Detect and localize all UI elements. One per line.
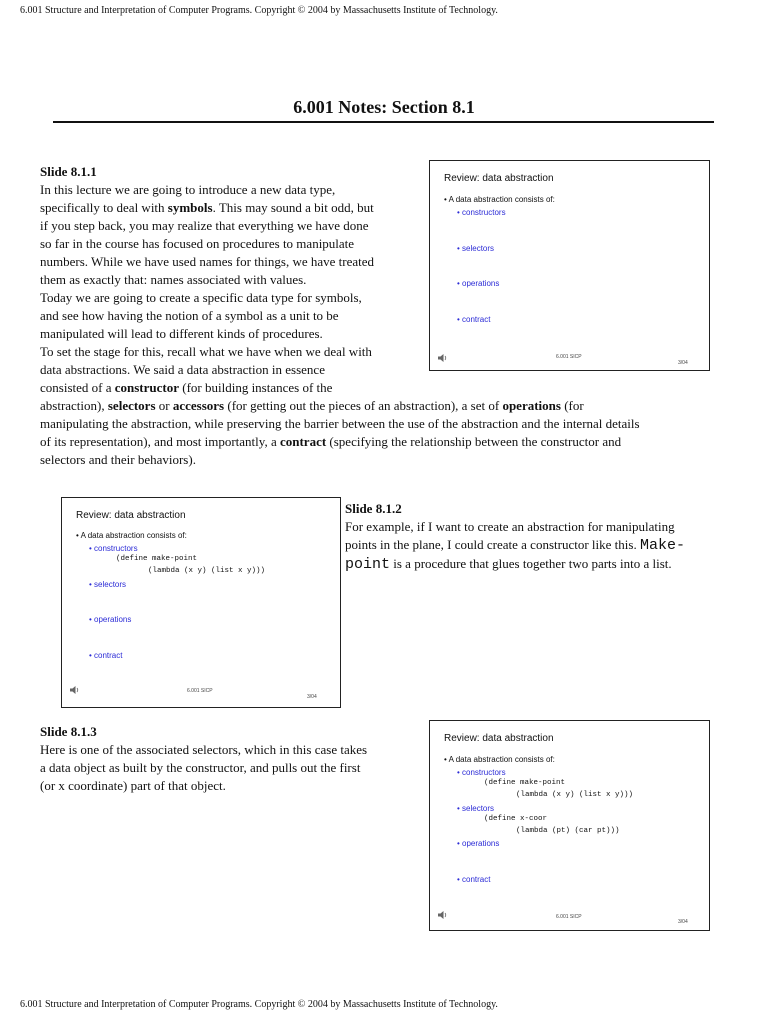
slide-812-image bbox=[61, 497, 341, 708]
slide-code: (lambda (pt) (car pt))) bbox=[516, 827, 620, 835]
text-line: In this lecture we are going to introduce a new data type, bbox=[40, 182, 336, 197]
text-line: manipulated will lead to different kinds of procedures. bbox=[40, 326, 323, 341]
slide-811-text bbox=[40, 163, 430, 397]
slide-sub-selectors: • selectors bbox=[457, 804, 495, 813]
text-line: a data object as built by the constructor, and pulls out the first bbox=[40, 760, 361, 775]
slide-811-heading: Slide 8.1.1 bbox=[40, 164, 97, 179]
slide-code: (define make-point bbox=[116, 555, 198, 563]
title-rule bbox=[53, 121, 714, 123]
text-line: so far in the course has focused on procedures to manipulate bbox=[40, 236, 355, 251]
page-footer: 6.001 Structure and Interpretation of Computer Programs. Copyright © 2004 by Massachusetts Institute of Technology. bbox=[20, 999, 498, 1010]
slide-code: (lambda (x y) (list x y))) bbox=[148, 567, 266, 575]
text-line: (or x coordinate) part of that object. bbox=[40, 778, 226, 793]
slide-code: (define make-point bbox=[484, 779, 566, 787]
text-line: specifically to deal with symbols. This may sound a bit odd, but bbox=[40, 200, 374, 215]
slide-footer-center: 6.001 SICP bbox=[556, 354, 582, 360]
text-line: To set the stage for this, recall what we have when we deal with bbox=[40, 344, 372, 359]
slide-sub-operations: • operations bbox=[457, 839, 500, 848]
slide-code: (define x-coor bbox=[484, 815, 548, 823]
slide-title: Review: data abstraction bbox=[76, 510, 186, 521]
slide-footer-center: 6.001 SICP bbox=[556, 914, 582, 920]
slide-812-heading: Slide 8.1.2 bbox=[345, 501, 402, 516]
speaker-icon[interactable] bbox=[437, 353, 447, 363]
text-line: numbers. While we have used names for things, we have treated bbox=[40, 254, 375, 269]
page-title: 6.001 Notes: Section 8.1 bbox=[293, 97, 475, 117]
slide-sub-operations: • operations bbox=[457, 279, 500, 288]
speaker-icon[interactable] bbox=[437, 910, 447, 920]
slide-811-text-wide bbox=[40, 397, 740, 469]
slide-813-heading: Slide 8.1.3 bbox=[40, 724, 97, 739]
slide-813-text bbox=[40, 723, 430, 795]
page-header: 6.001 Structure and Interpretation of Computer Programs. Copyright © 2004 by Massachusetts Institute of Technology. bbox=[20, 5, 498, 16]
text-line: manipulating the abstraction, while preserving the barrier between the use of the abstraction and the internal details bbox=[40, 416, 640, 431]
text-line: point is a procedure that glues together two parts into a list. bbox=[345, 556, 672, 573]
slide-813-image bbox=[429, 720, 710, 931]
slide-bullet: • A data abstraction consists of: bbox=[76, 531, 187, 540]
text-line: abstraction), selectors or accessors (for getting out the pieces of an abstraction), a set of operations (for bbox=[40, 398, 584, 413]
slide-footer-right: 3/04 bbox=[678, 919, 688, 925]
slide-footer-center: 6.001 SICP bbox=[187, 688, 213, 694]
slide-812-text bbox=[345, 500, 745, 574]
slide-title: Review: data abstraction bbox=[444, 733, 554, 744]
text-line: Here is one of the associated selectors, which in this case takes bbox=[40, 742, 368, 757]
text-line: and see how having the notion of a symbol as a unit to be bbox=[40, 308, 339, 323]
slide-footer-right: 3/04 bbox=[678, 360, 688, 366]
text-line: them as exactly that: names associated with values. bbox=[40, 272, 307, 287]
slide-sub-contract: • contract bbox=[457, 875, 491, 884]
text-line: For example, if I want to create an abstraction for manipulating bbox=[345, 519, 675, 534]
slide-bullet: • A data abstraction consists of: bbox=[444, 195, 555, 204]
slide-811-image bbox=[429, 160, 710, 371]
text-line: if you step back, you may realize that everything we have done bbox=[40, 218, 369, 233]
slide-title: Review: data abstraction bbox=[444, 173, 554, 184]
slide-footer-right: 3/04 bbox=[307, 694, 317, 700]
slide-sub-constructors: • constructors bbox=[457, 768, 506, 777]
slide-sub-selectors: • selectors bbox=[89, 580, 127, 589]
slide-sub-constructors: • constructors bbox=[457, 208, 506, 217]
text-line: Today we are going to create a specific data type for symbols, bbox=[40, 290, 362, 305]
slide-sub-contract: • contract bbox=[457, 315, 491, 324]
speaker-icon[interactable] bbox=[69, 685, 79, 695]
text-line: of its representation), and most importantly, a contract (specifying the relationship between the constructor and bbox=[40, 434, 622, 449]
text-line: selectors and their behaviors). bbox=[40, 452, 196, 467]
slide-sub-operations: • operations bbox=[89, 615, 132, 624]
slide-code: (lambda (x y) (list x y))) bbox=[516, 791, 634, 799]
slide-sub-selectors: • selectors bbox=[457, 244, 495, 253]
slide-bullet: • A data abstraction consists of: bbox=[444, 755, 555, 764]
text-line: consisted of a constructor (for building instances of the bbox=[40, 380, 333, 395]
slide-sub-constructors: • constructors bbox=[89, 544, 138, 553]
text-line: data abstractions. We said a data abstraction in essence bbox=[40, 362, 325, 377]
text-line: points in the plane, I could create a constructor like this. Make- bbox=[345, 537, 685, 554]
slide-sub-contract: • contract bbox=[89, 651, 123, 660]
